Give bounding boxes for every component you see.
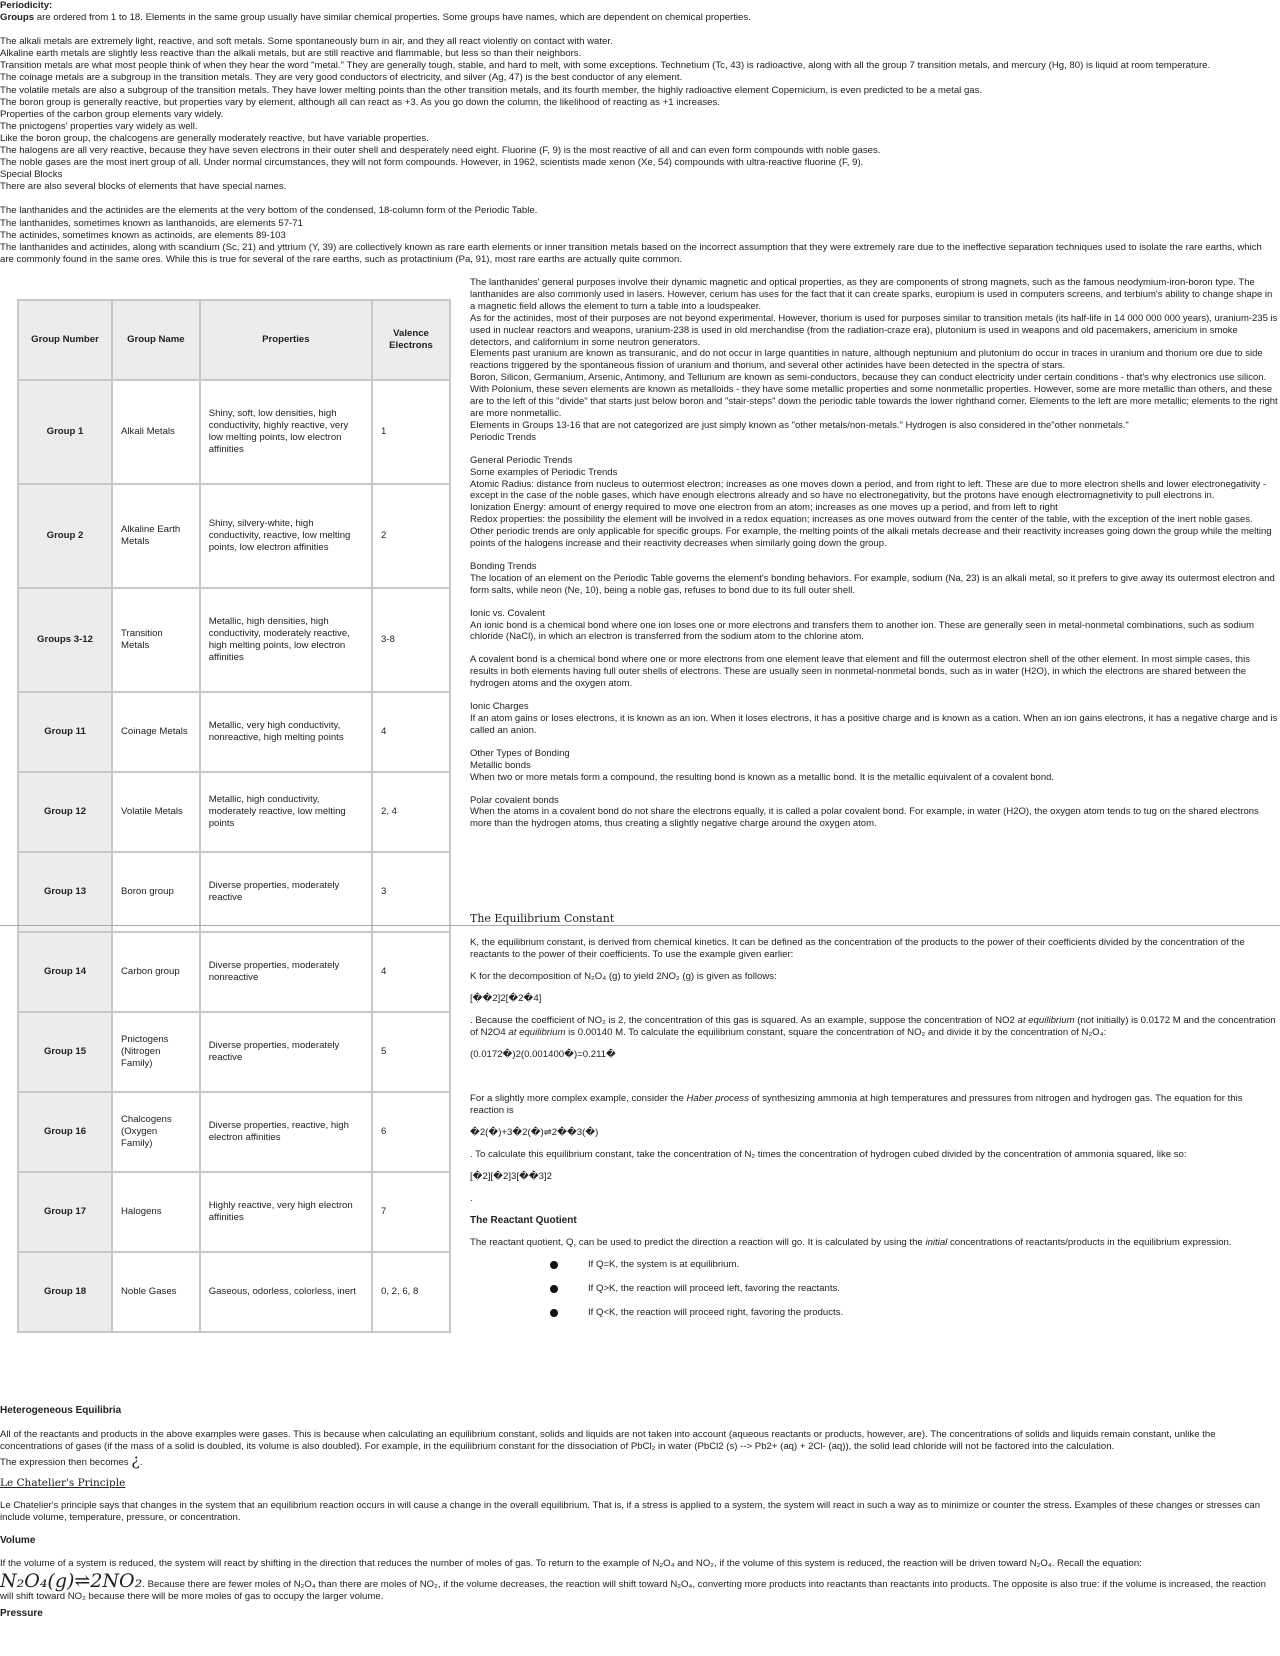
formula: �2(�)+3�2(�)⇌2��3(�) <box>470 1127 599 1138</box>
pressure-title: Pressure <box>0 1607 43 1619</box>
group-properties: Shiny, soft, low densities, high conductivity, highly reactive, very low melting points, low electron affinities <box>200 380 372 484</box>
paragraph: Other periodic trends are only applicable for specific groups. For example, the melting points of the alkali metals decrease and their reactivity increases going down the group while the melting points of the halogens increase and their reactivity decreases when similarly going down the group. <box>470 526 1272 550</box>
equilibrium-section <box>470 937 1278 1331</box>
text: . <box>139 1456 143 1468</box>
group-number: Group 14 <box>18 932 112 1012</box>
reactant-quotient-title: The Reactant Quotient <box>470 1215 577 1226</box>
table-row <box>18 852 450 932</box>
table-row <box>18 380 450 484</box>
paragraph: With Polonium, these seven elements are known as metalloids - they have some metallic properties and some nonmetallic properties. However, some are more metallic than others, and these are to the left of this "divide" that starts just below boron and "stair-steps" down the periodic table towards the lower righthand corner. Elements to the left are more metallic; elements to the right are more nonmetallic. <box>470 384 1278 419</box>
paragraph: A covalent bond is a chemical bond where one or more electrons from one element leave that element and fill the outermost electron shell of the other element. In most simple cases, this results in both elements having full outer shells of electrons. These are usually seen in nonmetal-nonmetal bonds, such as in water (H2O), in which the electrons are shared between the hydrogen atoms and the oxygen atom. <box>470 654 1250 690</box>
valence-electrons: 4 <box>372 692 450 772</box>
section-heading: Polar covalent bonds <box>470 794 559 806</box>
heterogeneous-title: Heterogeneous Equilibria <box>0 1405 122 1416</box>
paragraph: There are also several blocks of elements that have special names. <box>0 181 287 193</box>
text: For a slightly more complex example, consider the <box>470 1093 687 1104</box>
group-number: Group 1 <box>18 380 112 484</box>
column-header: Group Number <box>18 300 112 380</box>
text: . Because the coefficient of NO₂ is 2, the concentration of this gas is squared. As an example, suppose the concentration of NO2 <box>470 1015 1018 1026</box>
list-item: If Q=K, the system is at equilibrium. <box>550 1259 1278 1283</box>
group-properties: Shiny, silvery-white, high conductivity, reactive, low melting points, low electron affinities <box>200 484 372 588</box>
section-heading: Special Blocks <box>0 169 63 181</box>
valence-electrons: 3-8 <box>372 588 450 692</box>
group-properties: Diverse properties, moderately nonreactive <box>200 932 372 1012</box>
paragraph: Atomic Radius: distance from nucleus to outermost electron; increases as one moves down a period, and from right to left. These are due to more electron shells and lower electronegativity - except in the case of the noble gases, which have enough electrons already and so have no electronegativity, but the protons have enough electromagnetivity to pull electrons in. <box>470 478 1267 502</box>
volume-title: Volume <box>0 1534 36 1546</box>
group-number: Group 13 <box>18 852 112 932</box>
group-name: Noble Gases <box>112 1252 200 1332</box>
paragraph: The lanthanides and the actinides are the elements at the very bottom of the condensed, 18-column form of the Periodic Table. <box>0 205 538 217</box>
right-column <box>470 277 1278 830</box>
table-header-row <box>18 300 450 380</box>
table-row <box>18 1172 450 1252</box>
formula: [�2][�2]3[��3]2 <box>470 1171 553 1182</box>
page-title: Periodicity: <box>0 0 53 11</box>
group-properties: Diverse properties, moderately reactive <box>200 1012 372 1092</box>
paragraph: Boron, Silicon, Germanium, Arsenic, Antimony, and Tellurium are known as semi-conductors, because they can conduct electricity under certain conditions - that's why electronics use silicon. <box>470 372 1267 384</box>
paragraph: The coinage metals are a subgroup in the transition metals. They are very good conductors of electricity, and silver (Ag, 47) is the best conductor of any element. <box>0 72 683 84</box>
group-number: Group 15 <box>18 1012 112 1092</box>
paragraph: When two or more metals form a compound, the resulting bond is known as a metallic bond. It is the metallic equivalent of a covalent bond. <box>470 771 1055 783</box>
valence-electrons: 7 <box>372 1172 450 1252</box>
groups-bold: Groups <box>0 12 35 24</box>
paragraph: K for the decomposition of N₂O₄ (g) to yield 2NO₂ (g) is given as follows: <box>470 971 777 982</box>
paragraph: All of the reactants and products in the above examples were gases. This is because when calculating an equilibrium constant, solids and liquids are not taken into account (aqueous reactants or products, however, are). The concentrations of solids and liquids remain constant, unlike the concentrations of gases (if the mass of a solid is doubled, its volume is also doubled). For example, in the equilibrium constant for the dissociation of PbCl₂ in water (PbCl2 (s) --> Pb2+ (aq) + 2Cl- (aq)), the solid lead chloride will not be factored into the calculation. <box>0 1428 1216 1452</box>
section-heading: Metallic bonds <box>470 759 531 771</box>
table-row <box>18 1252 450 1332</box>
section-heading: Ionic Charges <box>470 701 529 713</box>
text: . Because there are fewer moles of N₂O₄ than there are moles of NO₂, if the volume decreases, the reaction will shift toward N₂O₄, converting more products into reactants than reactants into products. The opposite is also true: if the volume is increased, the reaction will shift toward NO₂ because there will be more moles of gas to occupy the larger volume. <box>0 1578 1266 1602</box>
groups-table <box>17 299 451 1333</box>
group-number: Group 18 <box>18 1252 112 1332</box>
text: concentrations of reactants/products in the equilibrium expression. <box>947 1237 1232 1248</box>
paragraph: When the atoms in a covalent bond do not share the electrons equally, it is called a polar covalent bond. For example, in water (H2O), the oxygen atom tends to tug on the shared electrons more than the hydrogen atoms, thus creating a slightly negative charge around the oxygen atom. <box>470 806 1259 830</box>
valence-electrons: 4 <box>372 932 450 1012</box>
paragraph <box>0 1449 1278 1470</box>
paragraph: K, the equilibrium constant, is derived from chemical kinetics. It can be defined as the concentration of the products to the power of their coefficients divided by the concentration of the reactants to the power of their coefficients. To use the example given earlier: <box>470 937 1245 960</box>
paragraph: Transition metals are what most people think of when they hear the word "metal." They are generally tough, stable, and hard to melt, with some exceptions. Technetium (Tc, 43) is radioactive, along with all the group 7 transition metals, and mercury (Hg, 80) is liquid at room temperature. <box>0 60 1211 72</box>
paragraph: An ionic bond is a chemical bond where one ion loses one or more electrons and transfers them to another ion. These are generally seen in metal-nonmetal combinations, such as sodium chloride (NaCl), in which an electron is transferred from the sodium atom to the chlorine atom. <box>470 619 1255 643</box>
bullet-list <box>470 1259 1278 1331</box>
table-row <box>18 1092 450 1172</box>
group-properties: Metallic, high conductivity, moderately reactive, low melting points <box>200 772 372 852</box>
text: The reactant quotient, Q, can be used to predict the direction a reaction will go. It is calculated by using the <box>470 1237 926 1248</box>
group-number: Group 11 <box>18 692 112 772</box>
paragraph: Properties of the carbon group elements vary widely. <box>0 108 224 120</box>
equilibrium-title: The Equilibrium Constant <box>470 912 615 925</box>
paragraph: The actinides, sometimes known as actinoids, are elements 89-103 <box>0 229 286 241</box>
table-row <box>18 484 450 588</box>
paragraph: Redox properties: the possibility the element will be involved in a redox equation; increases as one moves outward from the center of the table, with the exception of the inert noble gases. <box>470 514 1253 526</box>
text: is 0.00140 M. To calculate the equilibrium constant, square the concentration of NO₂ and divide it by the concentration of N₂O₄: <box>565 1027 1107 1038</box>
paragraph: Alkaline earth metals are slightly less reactive than the alkali metals, but are still reactive and flammable, but less so than their neighbors. <box>0 48 582 60</box>
bottom-section <box>0 1405 1278 1631</box>
list-item: If Q>K, the reaction will proceed left, favoring the reactants. <box>550 1283 1278 1307</box>
table-row <box>18 932 450 1012</box>
group-name: Halogens <box>112 1172 200 1252</box>
section-heading: Periodic Trends <box>470 431 537 443</box>
paragraph: The location of an element on the Periodic Table governs the element's bonding behaviors. For example, sodium (Na, 23) is an alkali metal, so it prefers to give away its outermost electron and form salts, while neon (Ne, 10), being a noble gas, refuses to bond due to its full outer shell. <box>470 572 1275 596</box>
valence-electrons: 2 <box>372 484 450 588</box>
section-heading: Other Types of Bonding <box>470 747 570 759</box>
valence-electrons: 6 <box>372 1092 450 1172</box>
valence-electrons: 2, 4 <box>372 772 450 852</box>
formula: (0.0172�)2(0.001400�)=0.211� <box>470 1049 616 1060</box>
text: (not initially) is 0.0172 M and the concentration of N2O4 <box>470 1015 1276 1038</box>
table-row <box>18 692 450 772</box>
group-number: Group 17 <box>18 1172 112 1252</box>
group-name: Coinage Metals <box>112 692 200 772</box>
paragraph: The lanthanides, sometimes known as lanthanoids, are elements 57-71 <box>0 217 303 229</box>
section-divider <box>0 925 1280 926</box>
list-item: If Q<K, the reaction will proceed right, favoring the products. <box>550 1307 1278 1331</box>
table-row <box>18 588 450 692</box>
groups-intro <box>0 12 1278 24</box>
paragraph: The lanthanides and actinides, along with scandium (Sc, 21) and yttrium (Y, 39) are collectively known as rare earth elements or inner transition metals based on the incorrect assumption that they were extremely rare due to the ineffective separation techniques used to isolate the rare earths, which are commonly found in the same ores. While this is true for several of the rare earths, such as protactinium (Pa, 91), most rare earths are actually quite common. <box>0 241 1262 265</box>
section-heading: Ionic vs. Covalent <box>470 607 545 619</box>
group-properties: Metallic, very high conductivity, nonreactive, high melting points <box>200 692 372 772</box>
paragraph: The volatile metals are also a subgroup of the transition metals. They have lower melting points than the other transition metals, and its fourth member, the highly radioactive element Copernicium, is even predicted to be a metal gas. <box>0 84 983 96</box>
group-name: Chalcogens (Oxygen Family) <box>112 1092 200 1172</box>
group-name: Pnictogens (Nitrogen Family) <box>112 1012 200 1092</box>
le-chatelier-title: Le Chatelier's Principle <box>0 1477 126 1489</box>
paragraph: The lanthanides' general purposes involve their dynamic magnetic and optical properties, as they are components of strong magnets, such as the famous neodymium-iron-boron type. The lanthanides are also commonly used in lasers. However, cerium has uses for the fact that it can create sparks, europium is used in computers screens, and terbium's ability to change shape in a magnetic field allows the element to turn a table into a loudspeaker. <box>470 277 1273 312</box>
group-number: Group 2 <box>18 484 112 588</box>
group-properties: Gaseous, odorless, colorless, inert <box>200 1252 372 1332</box>
column-header: Properties <box>200 300 372 380</box>
group-properties: Metallic, high densities, high conductivity, moderately reactive, high melting points, low electron affinities <box>200 588 372 692</box>
paragraph <box>470 1237 1278 1249</box>
group-name: Boron group <box>112 852 200 932</box>
group-properties: Diverse properties, reactive, high electron affinities <box>200 1092 372 1172</box>
group-name: Alkaline Earth Metals <box>112 484 200 588</box>
italic-text: initial <box>925 1237 948 1248</box>
valence-electrons: 0, 2, 6, 8 <box>372 1252 450 1332</box>
formula: [��2]2[�2�4] <box>470 993 542 1004</box>
text: The expression then becomes <box>0 1456 132 1468</box>
group-number: Group 16 <box>18 1092 112 1172</box>
column-header: Group Name <box>112 300 200 380</box>
group-number: Group 12 <box>18 772 112 852</box>
paragraph: The noble gases are the most inert group of all. Under normal circumstances, they will not form compounds. However, in 1962, scientists made xenon (Xe, 54) compounds with ultra-reactive fluorine (F, 9). <box>0 157 864 169</box>
paragraph: The boron group is generally reactive, but properties vary by element, although all can react as +3. As you go down the column, the likelihood of reacting as +1 increases. <box>0 96 720 108</box>
paragraph: Elements past uranium are known as transuranic, and do not occur in large quantities in nature, although neptunium and plutonium do occur in traces in uranium and thorium ore due to side reactions triggered by the spontaneous fission of uranium and thorium, and several other actinides have been detected in the spectra of stars. <box>470 348 1263 372</box>
group-properties: Highly reactive, very high electron affinities <box>200 1172 372 1252</box>
section-heading: General Periodic Trends <box>470 454 573 466</box>
paragraph: The alkali metals are extremely light, reactive, and soft metals. Some spontaneously burn in air, and they all react violently on contact with water. <box>0 36 613 48</box>
paragraph <box>470 1015 1278 1039</box>
italic-text: at equilibrium <box>1017 1015 1075 1026</box>
paragraph: If an atom gains or loses electrons, it is known as an ion. When it loses electrons, it has a positive charge and is known as a cation. When an ion gains electrons, it has a negative charge and is called an anion. <box>470 713 1278 736</box>
periodicity-section <box>0 0 1278 266</box>
column-header: Valence Electrons <box>372 300 450 380</box>
paragraph: Like the boron group, the chalcogens are generally moderately reactive, but have variable properties. <box>0 132 429 144</box>
paragraph: Le Chatelier's principle says that changes in the system that an equilibrium reaction occurs in will cause a change in the overall equilibrium. That is, if a stress is applied to a system, the system will react in such a way as to minimize or counter the stress. Examples of these changes or stresses can include volume, temperature, pressure, or concentration. <box>0 1499 1261 1523</box>
group-name: Carbon group <box>112 932 200 1012</box>
italic-text: Haber process <box>686 1093 749 1104</box>
dot-text: . <box>470 1193 473 1204</box>
group-properties: Diverse properties, moderately reactive <box>200 852 372 932</box>
table-row <box>18 772 450 852</box>
paragraph <box>470 1093 1278 1117</box>
paragraph: If the volume of a system is reduced, the system will react by shifting in the direction that reduces the number of moles of gas. To return to the example of N₂O₄ and NO₂, if the volume of this system is reduced, the reaction will be driven toward N₂O₄. Recall the equation: <box>0 1558 1142 1569</box>
paragraph: The halogens are all very reactive, because they have seven electrons in their outer shell and desperately need eight. Fluorine (F, 9) is the most reactive of all and can even form compounds with noble gases. <box>0 145 881 157</box>
group-name: Transition Metals <box>112 588 200 692</box>
italic-text: at equilibrium <box>508 1027 566 1038</box>
paragraph: Ionization Energy: amount of energy required to move one electron from an atom; increases as one moves up a period, and from left to right <box>470 502 1058 514</box>
paragraph: As for the actinides, most of their purposes are not beyond experimental. However, thorium is used for purposes similar to transition metals (its half-life in 14 000 000 000 years), uranium-235 is used in nuclear reactors and weapons, uranium-238 is used in old merchandise (from the radiation-craze era), plutonium is used in weapons and old pacemakers, americium in smoke detectors, and californium in some neutron generators. <box>470 312 1278 348</box>
table-row <box>18 1012 450 1092</box>
paragraph <box>0 1569 1278 1604</box>
text: of synthesizing ammonia at high temperatures and pressures from nitrogen and hydrogen gas. The equation for this reaction is <box>470 1093 1243 1116</box>
group-number: Groups 3-12 <box>18 588 112 692</box>
valence-electrons: 3 <box>372 852 450 932</box>
group-name: Volatile Metals <box>112 772 200 852</box>
symbol: ¿ <box>131 1449 140 1469</box>
paragraph: Elements in Groups 13-16 that are not categorized are just simply known as "other metals/non-metals." Hydrogen is also considered in the"other nonmetals." <box>470 419 1129 431</box>
paragraph: The pnictogens' properties vary widely as well. <box>0 120 198 132</box>
valence-electrons: 1 <box>372 380 450 484</box>
paragraph: Some examples of Periodic Trends <box>470 466 618 478</box>
section-heading: Bonding Trends <box>470 560 537 572</box>
groups-intro-text: are ordered from 1 to 18. Elements in the same group usually have similar chemical properties. Some groups have names, which are dependent on chemical properties. <box>34 12 751 24</box>
group-name: Alkali Metals <box>112 380 200 484</box>
paragraph: . To calculate this equilibrium constant, take the concentration of N₂ times the concentration of hydrogen cubed divided by the concentration of ammonia squared, like so: <box>470 1149 1187 1160</box>
equation: N₂O₄(g)⇌2NO₂ <box>0 1569 143 1592</box>
valence-electrons: 5 <box>372 1012 450 1092</box>
